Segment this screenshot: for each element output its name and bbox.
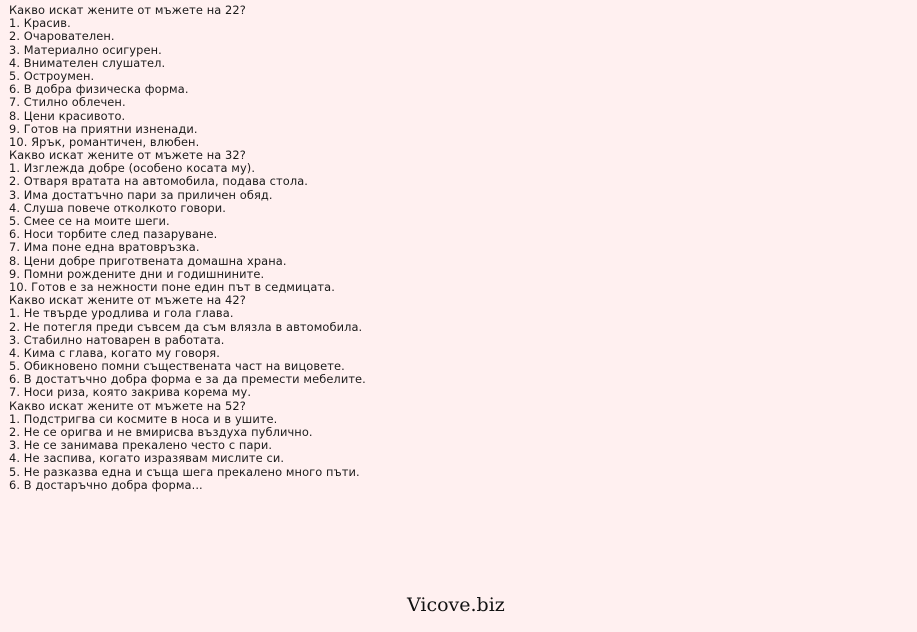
list-item: 3. Има достатъчно пари за приличен обяд. <box>9 187 273 202</box>
list-item: 5. Обикновено помни съществената част на вицовете. <box>9 359 345 374</box>
section-heading: Какво искат жените от мъжете на 32? <box>9 148 246 163</box>
list-item: 1. Не твърде уродлива и гола глава. <box>9 306 234 321</box>
list-item: 9. Помни рождените дни и годишнините. <box>9 266 265 281</box>
section-heading: Какво искат жените от мъжете на 42? <box>9 293 246 308</box>
list-item: 5. Не разказва една и съща шега прекалено много пъти. <box>9 464 360 479</box>
list-item: 6. Носи торбите след пазаруване. <box>9 227 218 242</box>
list-item: 2. Не се оригва и не вмирисва въздуха публично. <box>9 425 313 439</box>
list-item: 1. Красив. <box>9 16 71 31</box>
list-item: 5. Остроумен. <box>9 68 95 83</box>
list-item: 2. Отваря вратата на автомобила, подава стола. <box>9 174 309 189</box>
joke-text <box>9 4 909 492</box>
list-item: 7. Има поне една вратовръзка. <box>9 240 200 255</box>
section-heading: Какво искат жените от мъжете на 52? <box>9 398 246 413</box>
list-item: 2. Не потегля преди съвсем да съм влязла в автомобила. <box>9 319 363 334</box>
list-item: 7. Стилно облечен. <box>9 95 126 110</box>
list-item: 4. Не заспива, когато изразявам мислите си. <box>9 451 285 466</box>
list-item: 6. В добра физическа форма. <box>9 82 189 97</box>
list-item: 8. Цени добре приготвената домашна храна. <box>9 253 287 268</box>
site-watermark: Vicove.biz <box>407 594 505 616</box>
list-item: 1. Подстригва си космите в носа и в ушите. <box>9 411 278 426</box>
list-item: 3. Материално осигурен. <box>9 42 162 57</box>
list-item: 4. Внимателен слушател. <box>9 55 166 70</box>
list-item: 7. Носи риза, която закрива корема му. <box>9 385 252 400</box>
list-item: 6. В достатъчно добра форма е за да премести мебелите. <box>9 372 366 387</box>
list-item: 3. Не се занимава прекалено често с пари. <box>9 438 273 453</box>
list-item: 4. Слуша повече отколкото говори. <box>9 200 226 215</box>
list-item: 5. Смее се на моите шеги. <box>9 214 170 228</box>
list-item: 9. Готов на приятни изненади. <box>9 121 198 136</box>
list-item: 3. Стабилно натоварен в работата. <box>9 332 225 347</box>
list-item: 10. Готов е за нежности поне един път в седмицата. <box>9 279 335 294</box>
list-item: 6. В достаръчно добра форма... <box>9 477 203 492</box>
section-heading: Какво искат жените от мъжете на 22? <box>9 3 246 17</box>
list-item: 10. Ярък, романтичен, влюбен. <box>9 134 200 149</box>
list-item: 2. Очарователен. <box>9 29 115 44</box>
list-item: 8. Цени красивото. <box>9 108 126 123</box>
list-item: 4. Кима с глава, когато му говоря. <box>9 345 220 360</box>
list-item: 1. Изглежда добре (особено косата му). <box>9 161 256 176</box>
